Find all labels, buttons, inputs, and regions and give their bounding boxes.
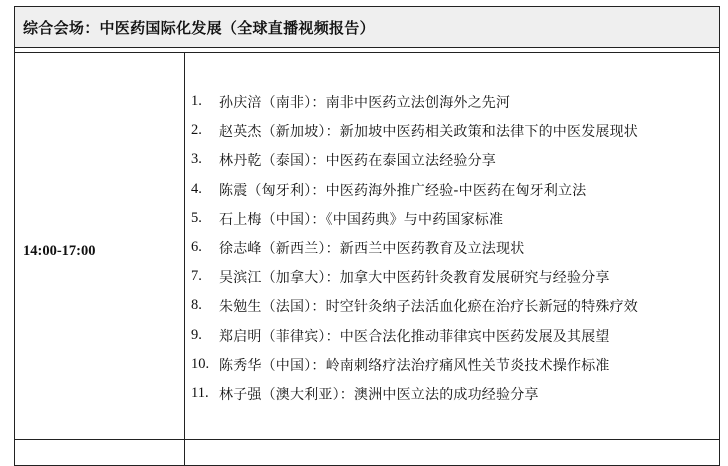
item-number: 10. — [191, 355, 210, 372]
talk-text: 郑启明（菲律宾）：中医合法化推动菲律宾中医药发展及其展望 — [219, 328, 610, 345]
row-divider-bottom — [15, 439, 719, 440]
item-number: 8. — [191, 297, 202, 314]
column-divider — [184, 52, 185, 465]
session-time: 14:00-17:00 — [23, 243, 96, 259]
item-number: 9. — [191, 326, 202, 343]
item-number: 2. — [191, 122, 202, 139]
item-number: 1. — [191, 93, 202, 109]
item-number: 7. — [191, 268, 202, 285]
item-number: 3. — [191, 151, 202, 168]
talk-text: 赵英杰（新加坡）：新加坡中医药相关政策和法律下的中医发展现状 — [219, 124, 638, 141]
session-title: 综合会场：中医药国际化发展（全球直播视频报告） — [23, 19, 375, 37]
talk-text: 林子强（澳大利亚）：澳洲中医立法的成功经验分享 — [219, 386, 539, 403]
header-spacer-row — [15, 48, 719, 53]
item-number: 11. — [191, 384, 209, 401]
talk-text: 朱勉生（法国）：时空针灸纳子法活血化瘀在治疗长新冠的特殊疗效 — [219, 299, 638, 316]
table-header — [15, 7, 719, 48]
talk-text: 石上梅（中国）：《中国药典》与中药国家标准 — [219, 211, 504, 228]
item-number: 4. — [191, 180, 202, 197]
schedule-table — [14, 6, 720, 466]
talk-text: 徐志峰（新西兰）：新西兰中医药教育及立法现状 — [219, 240, 525, 257]
talk-text: 陈秀华（中国）：岭南刺络疗法治疗痛风性关节炎技术操作标准 — [219, 357, 610, 374]
talk-text: 孙庆涪（南非）：南非中医药立法创海外之先河 — [219, 95, 511, 111]
item-number: 5. — [191, 209, 202, 226]
talk-text: 林丹乾（泰国）：中医药在泰国立法经验分享 — [219, 153, 496, 170]
talk-text: 陈震（匈牙利）：中医药海外推广经验-中医药在匈牙利立法 — [219, 182, 587, 199]
item-number: 6. — [191, 238, 202, 255]
talk-text: 吴滨江（加拿大）：加拿大中医药针灸教育发展研究与经验分享 — [219, 270, 610, 287]
